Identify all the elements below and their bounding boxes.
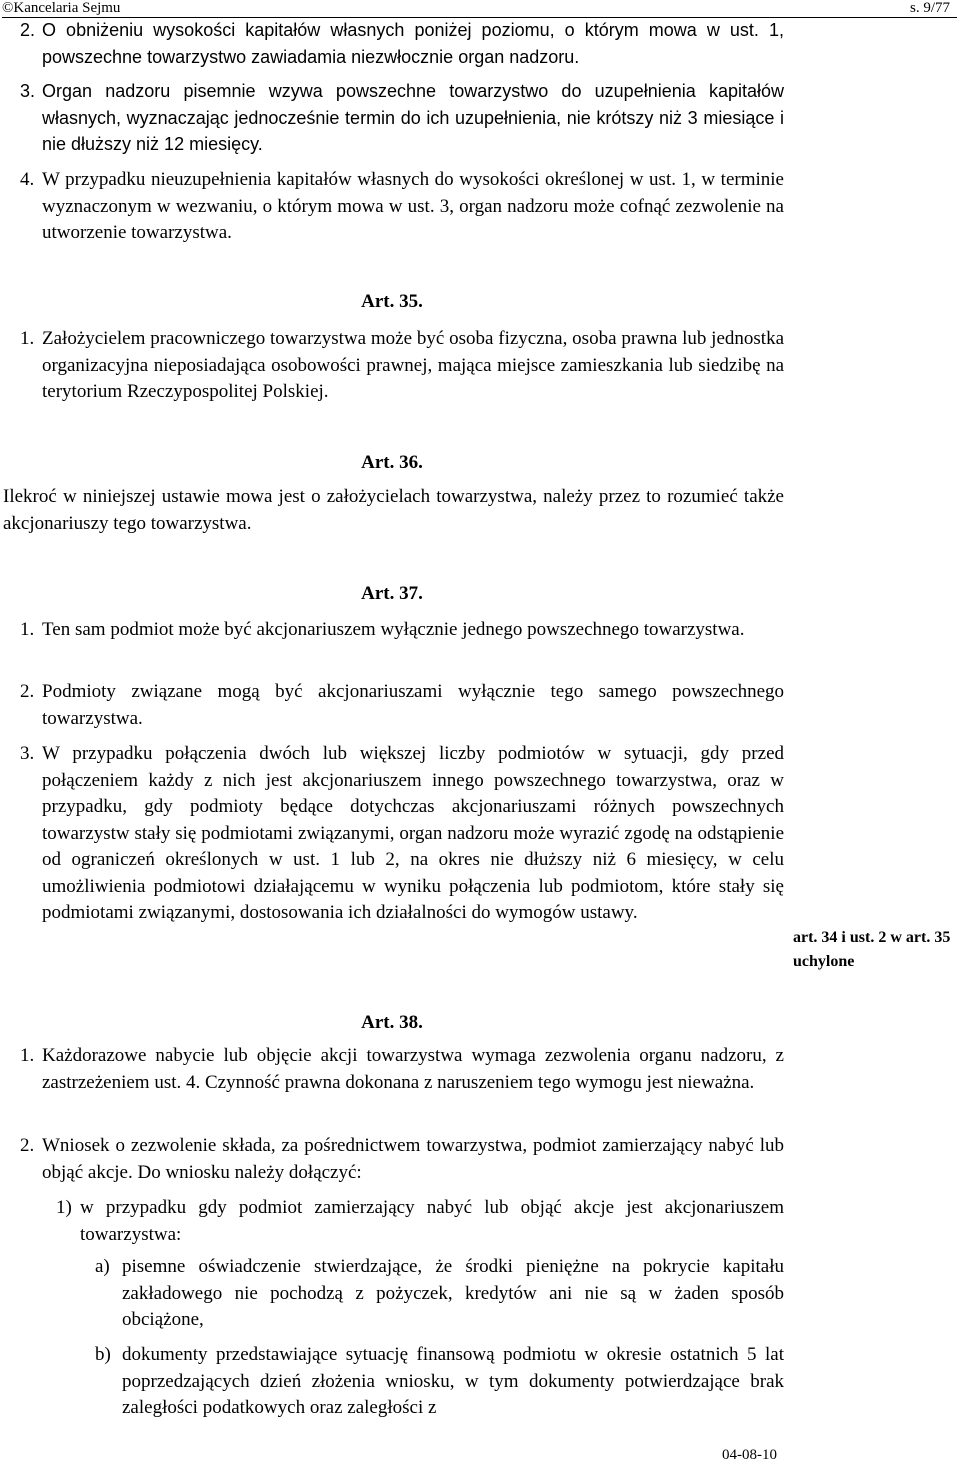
paragraph-3 — [0, 78, 790, 160]
header-source: ©Kancelaria Sejmu — [2, 0, 957, 18]
paragraph-text: W przypadku połączenia dwóch lub większej liczby podmiotów w sytuacji, gdy przed połączeniem każdy z nich jest akcjonariuszem innego powszechnego towarzystwa, oraz w przypadku, gdy podmioty będące dotychczas akcjonariuszami różnych powszechnych towarzystw stały się podmiotami związanymi, organ nadzoru może wyrazić zgodę na odstąpienie od ograniczeń określonych w ust. 1 lub 2, na okres nie dłuższy niż 6 miesięcy, w celu umożliwienia podmiotowi działającemu w wyniku połączenia lub podmiotom, które stały się podmiotami związanymi, dostosowania ich działalności do wymogów ustawy. — [42, 743, 784, 923]
paragraph-number: 1. — [20, 619, 35, 640]
article-38-point-1 — [0, 1195, 790, 1251]
paragraph-text: W przypadku nieuzupełnienia kapitałów własnych do wysokości określonej w ust. 1, w terminie wyznaczonym w wezwaniu, o którym mowa w ust. 3, organ nadzoru może cofnąć zezwolenie na utworzenie towarzystwa. — [42, 169, 784, 243]
article-title-38: Art. 38. — [361, 1012, 423, 1033]
header-page-number: s. 9/77 — [909, 0, 950, 16]
article-38-paragraph-1 — [0, 1043, 790, 1125]
article-title-35: Art. 35. — [361, 291, 423, 312]
paragraph-text: Podmioty związane mogą być akcjonariuszami wyłącznie tego samego powszechnego towarzystwa. — [42, 681, 784, 729]
paragraph-number: 4. — [20, 169, 35, 190]
letter-number: a) — [95, 1256, 110, 1277]
article-37-paragraph-1 — [0, 617, 790, 673]
article-37-paragraph-3 — [0, 741, 790, 971]
paragraph-text: Organ nadzoru pisemnie wzywa powszechne towarzystwo do uzupełnienia kapitałów własnych, wyznaczając jednocześnie termin do ich uzupełnienia, nie krótszy niż 3 miesiące i nie dłuższy niż 12 miesięcy. — [42, 81, 784, 154]
paragraph-number: 2. — [20, 20, 36, 40]
letter-number: b) — [95, 1344, 111, 1365]
article-37-paragraph-2 — [0, 679, 790, 735]
letter-text: pisemne oświadczenie stwierdzające, że środki pieniężne na pokrycie kapitału zakładowego nie pochodzą z pożyczek, kredytów ani nie są w żaden sposób obciążone, — [122, 1256, 784, 1330]
article-38-letter-b — [0, 1342, 790, 1424]
paragraph-text: Wniosek o zezwolenie składa, za pośrednictwem towarzystwa, podmiot zamierzający nabyć lub objąć akcje. Do wniosku należy dołączyć: — [42, 1135, 784, 1183]
point-number: 1) — [56, 1197, 72, 1218]
margin-note: art. 34 i ust. 2 w art. 35 uchylone — [793, 929, 951, 970]
paragraph-number: 3. — [20, 743, 35, 764]
point-text: w przypadku gdy podmiot zamierzający nabyć lub objąć akcje jest akcjonariuszem towarzystwa: — [80, 1197, 784, 1245]
paragraph-number: 2. — [20, 1135, 35, 1156]
article-36-text: Ilekroć w niniejszej ustawie mowa jest o założycielach towarzystwa, należy przez to rozumieć także akcjonariuszy tego towarzystwa. — [3, 486, 784, 534]
paragraph-text: Ten sam podmiot może być akcjonariuszem wyłącznie jednego powszechnego towarzystwa. — [42, 619, 745, 640]
article-38-letter-a — [0, 1254, 790, 1336]
paragraph-text: O obniżeniu wysokości kapitałów własnych poniżej poziomu, o którym mowa w ust. 1, powszechne towarzystwo zawiadamia niezwłocznie organ nadzoru. — [42, 20, 784, 67]
paragraph-number: 1. — [20, 328, 35, 349]
article-35-paragraph — [0, 326, 790, 408]
paragraph-4 — [0, 167, 790, 249]
paragraph-text: Założycielem pracowniczego towarzystwa może być osoba fizyczna, osoba prawna lub jednostka organizacyjna nieposiadająca osobowości prawnej, mająca miejsce zamieszkania lub siedzibę na terytorium Rzeczypospolitej Polskiej. — [42, 328, 784, 402]
paragraph-text: Każdorazowe nabycie lub objęcie akcji towarzystwa wymaga zezwolenia organu nadzoru, z zastrzeżeniem ust. 4. Czynność prawna dokonana z naruszeniem tego wymogu jest nieważna. — [42, 1045, 784, 1093]
paragraph-number: 1. — [20, 1045, 35, 1066]
article-38-paragraph-2 — [0, 1133, 790, 1189]
article-title-37: Art. 37. — [361, 583, 423, 604]
article-title-36: Art. 36. — [361, 452, 423, 473]
paragraph-number: 3. — [20, 81, 36, 101]
paragraph-number: 2. — [20, 681, 35, 702]
paragraph-2 — [0, 17, 790, 73]
footer-date: 04-08-10 — [722, 1447, 777, 1463]
letter-text: dokumenty przedstawiające sytuację finansową podmiotu w okresie ostatnich 5 lat poprzedzających dzień złożenia wniosku, w tym dokumenty potwierdzające brak zaległości podatkowych oraz zaległości z — [122, 1344, 784, 1418]
